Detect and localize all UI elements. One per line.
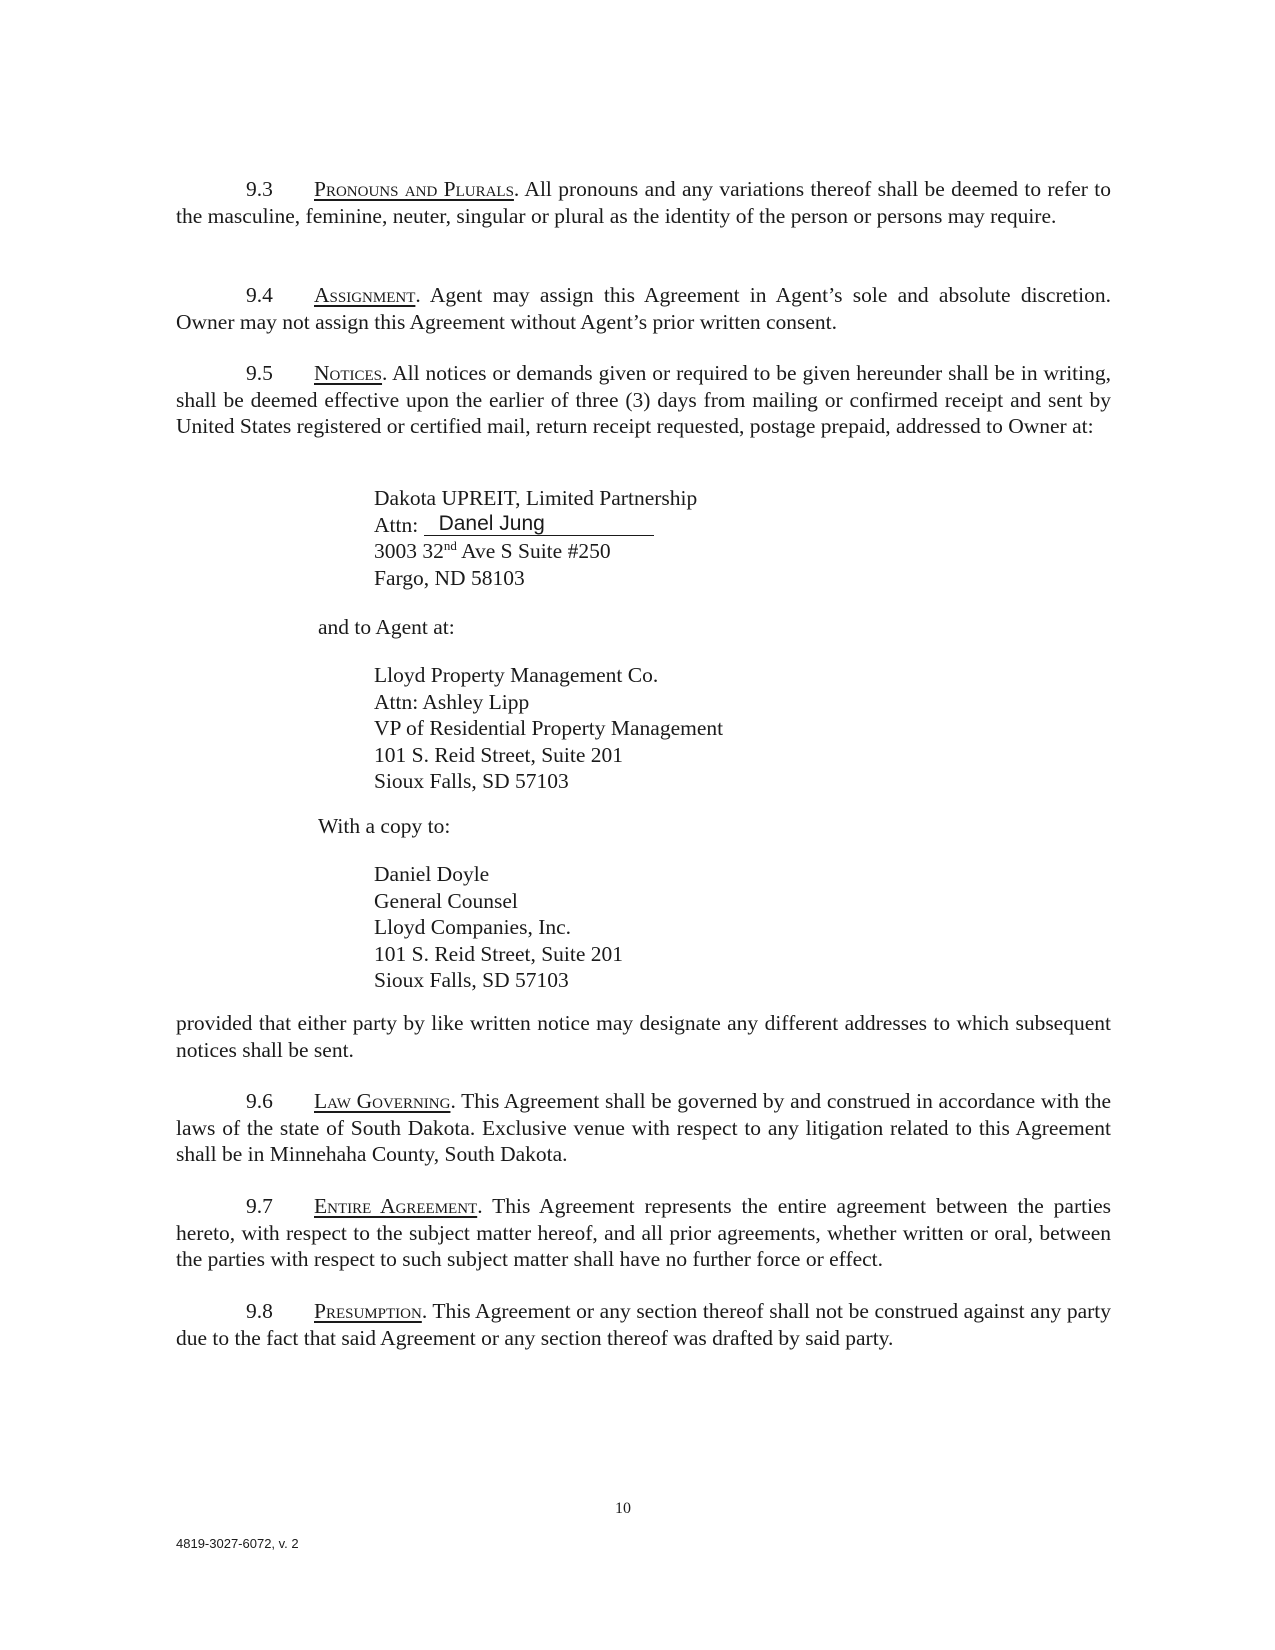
section-text: . This Agreement shall be governed by and construed in accordance with the laws of the state of South Dakota. Exclusive venue with respect to any litigation related to this Agreement shall be in Minnehaha County, South Dakota. — [176, 1089, 1111, 1166]
section-heading: Presumption — [314, 1299, 422, 1323]
owner-city: Fargo, ND 58103 — [374, 565, 525, 590]
section-text: . Agent may assign this Agreement in Agent’s sole and absolute discretion. Owner may not assign this Agreement without Agent’s prior written consent. — [176, 283, 1111, 334]
agent-line: Sioux Falls, SD 57103 — [374, 769, 569, 793]
agent-intro: and to Agent at: — [318, 615, 455, 639]
section-heading: Pronouns and Plurals — [314, 177, 514, 201]
agent-address — [374, 662, 723, 795]
copy-line: Lloyd Companies, Inc. — [374, 915, 572, 939]
section-9-6 — [176, 1088, 1111, 1168]
owner-attn: Attn: Danel Jung — [374, 512, 697, 539]
section-text: . This Agreement or any section thereof shall not be construed against any party due to the fact that said Agreement or any section thereof was drafted by said party. — [176, 1299, 1111, 1350]
section-text: . This Agreement represents the entire agreement between the parties hereto, with respect to the subject matter hereof, and all prior agreements, whether written or oral, between the parties with respect to such subject matter shall have no further force or effect. — [176, 1194, 1111, 1271]
owner-street: 3003 32nd Ave S Suite #250 — [374, 537, 611, 563]
copy-address — [374, 861, 623, 994]
section-9-3 — [176, 176, 1111, 229]
owner-address — [374, 485, 697, 591]
section-9-5 — [176, 360, 1111, 440]
attn-handwritten-value: Danel Jung — [438, 511, 545, 535]
section-heading: Assignment — [314, 283, 416, 307]
section-number: 9.8 — [246, 1299, 273, 1323]
section-heading: Notices — [314, 361, 383, 385]
owner-name: Dakota UPREIT, Limited Partnership — [374, 486, 698, 510]
section-9-7 — [176, 1193, 1111, 1273]
copy-line: General Counsel — [374, 888, 518, 913]
copy-line: 101 S. Reid Street, Suite 201 — [374, 941, 624, 966]
page-number: 10 — [615, 1500, 631, 1517]
agent-line: Attn: Ashley Lipp — [374, 689, 530, 714]
section-text: . All pronouns and any variations thereof shall be deemed to refer to the masculine, feminine, neuter, singular or plural as the identity of the person or persons may require. — [176, 177, 1112, 228]
copy-line: Daniel Doyle — [374, 862, 490, 886]
section-heading: Law Governing — [314, 1089, 451, 1113]
section-9-4 — [176, 282, 1111, 335]
document-id: 4819-3027-6072, v. 2 — [176, 1536, 299, 1551]
section-heading: Entire Agreement — [314, 1194, 478, 1218]
section-number: 9.5 — [246, 361, 273, 385]
agent-line: 101 S. Reid Street, Suite 201 — [374, 742, 624, 767]
notice-proviso: provided that either party by like written notice may designate any different addresses to which subsequent notices shall be sent. — [176, 1011, 1111, 1062]
copy-intro: With a copy to: — [318, 814, 451, 838]
agent-line: VP of Residential Property Management — [374, 716, 724, 740]
section-text: . All notices or demands given or required to be given hereunder shall be in writing, shall be deemed effective upon the earlier of three (3) days from mailing or confirmed receipt and sent by United States registered or certified mail, return receipt requested, postage prepaid, addressed to Owner at: — [176, 361, 1111, 438]
section-number: 9.7 — [246, 1194, 273, 1218]
attn-fill-line — [424, 512, 654, 536]
section-number: 9.6 — [246, 1089, 273, 1113]
section-9-8 — [176, 1298, 1111, 1351]
section-number: 9.3 — [246, 177, 273, 201]
section-number: 9.4 — [246, 283, 273, 307]
agent-line: Lloyd Property Management Co. — [374, 663, 659, 687]
copy-line: Sioux Falls, SD 57103 — [374, 968, 569, 992]
